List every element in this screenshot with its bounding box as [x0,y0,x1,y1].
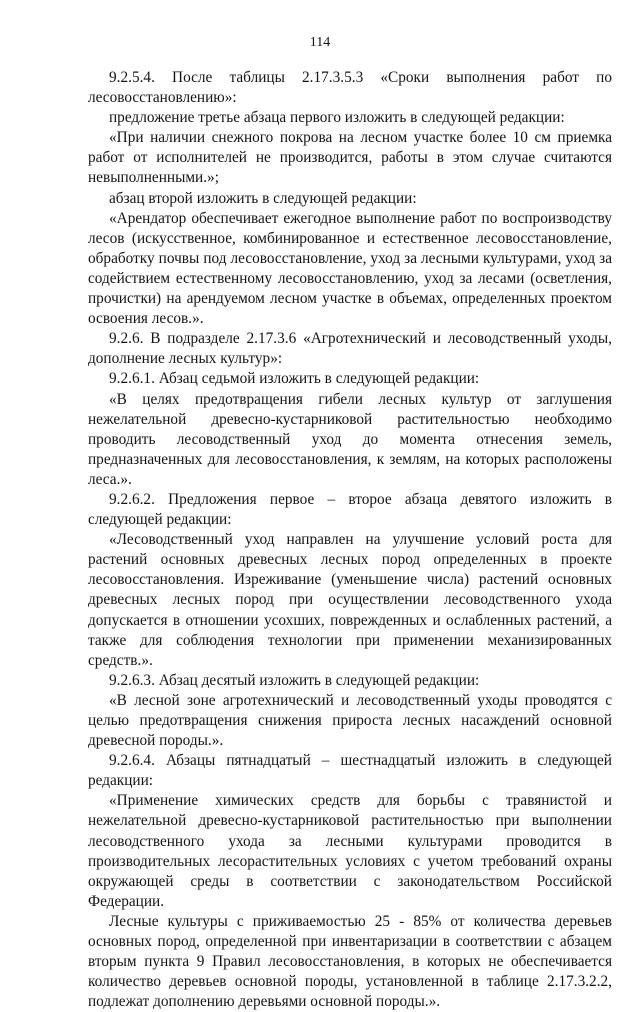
paragraph-second-intro: абзац второй изложить в следующей редакции: [109,189,417,207]
paragraph-9-2-6-2: 9.2.6.2. Предложения первое – второе абзаца девятого изложить в следующей редакции: [88,490,612,529]
paragraph-9-2-6-3: 9.2.6.3. Абзац десятый изложить в следующей редакции: [109,671,480,689]
paragraph-snow-cover-quote: «При наличии снежного покрова на лесном участке более 10 см приемка работ от исполнителей не производится, работы в этом случае считаются невыполненными.»; [88,129,612,187]
paragraph-silvicultural-care-quote: «Лесоводственный уход направлен на улучшение условий роста для растений основных древесных лесных пород определенных в проекте лесовосстановления. Изреживание (уменьшение числа) растений основных древесных лесных пород при осуществлении лесоводственного ухода допускается в отношении усохших, поврежденных и ослабленных растений, а также для соблюдения технологии при применении механизированных средств.». [88,531,612,669]
paragraph-sentence-three-intro: предложение третье абзаца первого изложить в следующей редакции: [109,109,565,127]
paragraph-9-2-6: 9.2.6. В подразделе 2.17.3.6 «Агротехнический и лесоводственный уходы, дополнение лесных культур»: [88,330,612,368]
paragraph-9-2-6-4: 9.2.6.4. Абзацы пятнадцатый – шестнадцатый изложить в следующей редакции: [88,752,612,790]
document-body [88,68,612,1012]
paragraph-survival-rate: Лесные культуры с приживаемостью 25 - 85% от количества деревьев основных пород, определенной при инвентаризации в соответствии с абзацем вторым пункта 9 Правил лесовосстановления, в которых не обеспечивается количество деревьев основной породы, установленной в таблице 2.17.3.2.2, подлежат дополнению деревьями основной породы.». [88,912,612,1011]
paragraph-prevention-quote: «В целях предотвращения гибели лесных культур от заглушения нежелательной древесно-кустарниковой растительностью необходимо проводить лесоводственный уход до момента отнесения земель, предназначенных для лесовосстановления, к землям, на которых расположены леса.». [88,390,612,488]
paragraph-chemical-means-quote: «Применение химических средств для борьбы с травянистой и нежелательной древесно-кустарниковой растительностью при выполнении лесоводственного ухода за лесными культурами проводится в производительных лесорастительных условиях с учетом требований охраны окружающей среды в соответствии с законодательством Российской Федерации. [88,792,612,910]
paragraph-9-2-6-1: 9.2.6.1. Абзац седьмой изложить в следующей редакции: [109,370,480,388]
paragraph-tenant-quote: «Арендатор обеспечивает ежегодное выполнение работ по воспроизводству лесов (искусственное, комбинированное и естественное лесовосстановление, обработку почвы под лесовосстановление, уход за лесными культурами, уход за содействием естественному лесовосстановлению, уход за лесами (осветления, прочистки) на арендуемом лесном участке в объемах, определенных проектом освоения лесов.». [88,209,612,328]
paragraph-forest-zone-quote: «В лесной зоне агротехнический и лесоводственный уходы проводятся с целью предотвращения снижения прироста лесных насаждений основной древесной породы.». [88,691,612,750]
page-number: 114 [309,35,331,50]
paragraph-9-2-5-4: 9.2.5.4. После таблицы 2.17.3.5.3 «Сроки выполнения работ по лесовосстановлению»: [88,69,612,107]
